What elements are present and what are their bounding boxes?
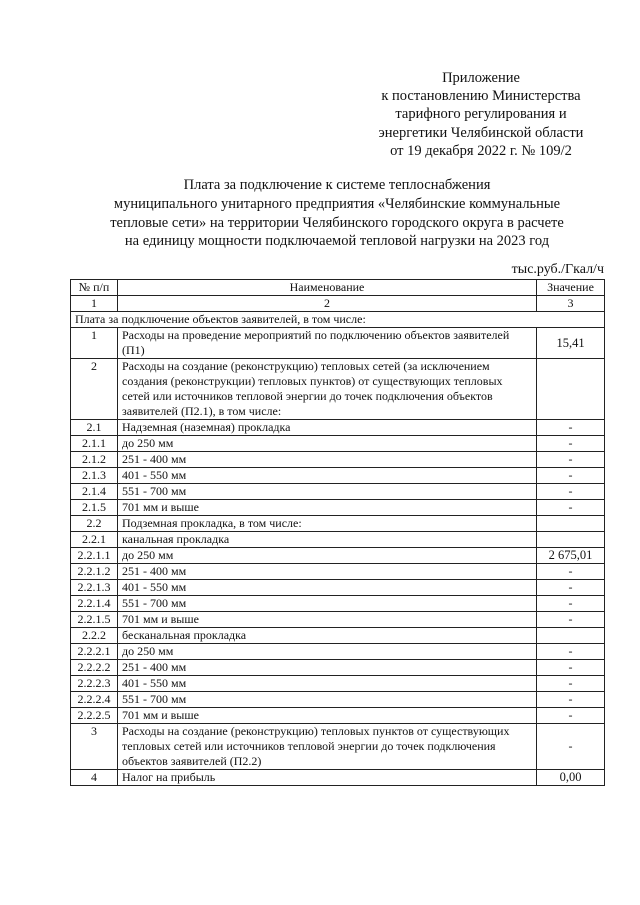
row-value: -	[537, 612, 605, 628]
row-number: 2.2	[71, 516, 118, 532]
table-row	[71, 484, 605, 500]
row-name: 251 - 400 мм	[118, 660, 537, 676]
row-value: -	[537, 596, 605, 612]
appendix-line: к постановлению Министерства	[381, 88, 581, 105]
row-name: бесканальная прокладка	[118, 628, 537, 644]
row-value: -	[537, 468, 605, 484]
title-line: Плата за подключение к системе теплоснабжения	[183, 177, 491, 193]
column-number: 1	[71, 296, 118, 312]
row-value: 2 675,01	[537, 548, 605, 564]
table-row	[71, 724, 605, 770]
table-row	[71, 564, 605, 580]
row-value: -	[537, 724, 605, 770]
row-name: 701 мм и выше	[118, 612, 537, 628]
appendix-line: от 19 декабря 2022 г. № 109/2	[390, 142, 572, 159]
row-value	[537, 628, 605, 644]
row-number: 2.1.3	[71, 468, 118, 484]
appendix-line: Приложение	[442, 70, 520, 86]
appendix-line: энергетики Челябинской области	[378, 124, 584, 141]
row-value: -	[537, 420, 605, 436]
table-row	[71, 596, 605, 612]
row-number: 2.2.2.4	[71, 692, 118, 708]
row-number: 2	[71, 359, 118, 420]
row-number: 1	[71, 328, 118, 359]
row-number: 2.2.2.5	[71, 708, 118, 724]
title-line: на единицу мощности подключаемой тепловой нагрузки на 2023 год	[124, 233, 550, 250]
table-row	[71, 692, 605, 708]
row-value: -	[537, 564, 605, 580]
row-name: Расходы на создание (реконструкцию) тепловых пунктов от существующих тепловых сетей или источников тепловой энергии до точек подключения объектов заявителей (П2.2)	[118, 724, 537, 770]
row-number: 2.2.2	[71, 628, 118, 644]
row-number: 2.2.1.2	[71, 564, 118, 580]
row-name: Подземная прокладка, в том числе:	[118, 516, 537, 532]
units-label: тыс.руб./Гкал/ч	[511, 262, 604, 277]
row-name: Налог на прибыль	[118, 770, 537, 786]
row-value: -	[537, 676, 605, 692]
row-value: -	[537, 436, 605, 452]
row-number: 2.2.1.1	[71, 548, 118, 564]
row-name: 401 - 550 мм	[118, 676, 537, 692]
section-row	[71, 312, 605, 328]
row-value: 0,00	[537, 770, 605, 786]
table-row	[71, 500, 605, 516]
table-row	[71, 468, 605, 484]
table-row	[71, 676, 605, 692]
row-value: -	[537, 708, 605, 724]
row-number: 2.2.1.4	[71, 596, 118, 612]
row-name: 251 - 400 мм	[118, 564, 537, 580]
section-title: Плата за подключение объектов заявителей, в том числе:	[71, 312, 605, 328]
appendix-line: тарифного регулирования и	[395, 106, 567, 123]
row-number: 4	[71, 770, 118, 786]
table-row	[71, 660, 605, 676]
row-number: 2.1	[71, 420, 118, 436]
title-line: тепловые сети» на территории Челябинского городского округа в расчете	[110, 214, 564, 231]
row-value: -	[537, 500, 605, 516]
row-name: до 250 мм	[118, 644, 537, 660]
title-line: муниципального унитарного предприятия «Челябинские коммунальные	[113, 195, 561, 212]
row-value: -	[537, 452, 605, 468]
row-name: Надземная (наземная) прокладка	[118, 420, 537, 436]
table-row	[71, 532, 605, 548]
row-value: -	[537, 644, 605, 660]
table-row	[71, 580, 605, 596]
row-name: 551 - 700 мм	[118, 692, 537, 708]
row-name: Расходы на проведение мероприятий по подключению объектов заявителей (П1)	[118, 328, 537, 359]
table-row	[71, 612, 605, 628]
row-number: 2.1.1	[71, 436, 118, 452]
row-number: 2.2.2.1	[71, 644, 118, 660]
row-name: 401 - 550 мм	[118, 580, 537, 596]
row-name: до 250 мм	[118, 436, 537, 452]
row-name: канальная прокладка	[118, 532, 537, 548]
row-value: -	[537, 692, 605, 708]
table-row	[71, 628, 605, 644]
table-header-row	[71, 280, 605, 296]
column-number-row	[71, 296, 605, 312]
row-number: 2.1.5	[71, 500, 118, 516]
row-name: Расходы на создание (реконструкцию) тепловых сетей (за исключением создания (реконструкции) тепловых пунктов) от существующих тепловых сетей или источников тепловой энергии до точек подключения объектов заявителей (П2.1), в том числе:	[118, 359, 537, 420]
header-name: Наименование	[118, 280, 537, 296]
row-number: 2.1.4	[71, 484, 118, 500]
table-row	[71, 516, 605, 532]
row-name: 551 - 700 мм	[118, 596, 537, 612]
row-value	[537, 532, 605, 548]
table-row	[71, 452, 605, 468]
row-value: -	[537, 580, 605, 596]
column-number: 3	[537, 296, 605, 312]
row-value: -	[537, 484, 605, 500]
table-row	[71, 644, 605, 660]
table-row	[71, 328, 605, 359]
column-number: 2	[118, 296, 537, 312]
appendix-note	[350, 69, 612, 160]
row-number: 2.2.1	[71, 532, 118, 548]
row-value	[537, 359, 605, 420]
table-row	[71, 548, 605, 564]
row-value: 15,41	[537, 328, 605, 359]
row-number: 2.2.1.3	[71, 580, 118, 596]
table-row	[71, 708, 605, 724]
table-row	[71, 436, 605, 452]
row-name: до 250 мм	[118, 548, 537, 564]
row-value: -	[537, 660, 605, 676]
tariff-table	[70, 279, 605, 786]
row-number: 2.2.2.2	[71, 660, 118, 676]
table-row	[71, 359, 605, 420]
header-value: Значение	[537, 280, 605, 296]
row-number: 3	[71, 724, 118, 770]
row-value	[537, 516, 605, 532]
row-number: 2.2.1.5	[71, 612, 118, 628]
row-name: 251 - 400 мм	[118, 452, 537, 468]
row-name: 701 мм и выше	[118, 708, 537, 724]
row-name: 401 - 550 мм	[118, 468, 537, 484]
document-title	[70, 176, 604, 251]
table-row	[71, 770, 605, 786]
row-number: 2.1.2	[71, 452, 118, 468]
tariff-table-body	[71, 280, 605, 786]
header-number: № п/п	[71, 280, 118, 296]
row-name: 551 - 700 мм	[118, 484, 537, 500]
table-row	[71, 420, 605, 436]
row-number: 2.2.2.3	[71, 676, 118, 692]
row-name: 701 мм и выше	[118, 500, 537, 516]
